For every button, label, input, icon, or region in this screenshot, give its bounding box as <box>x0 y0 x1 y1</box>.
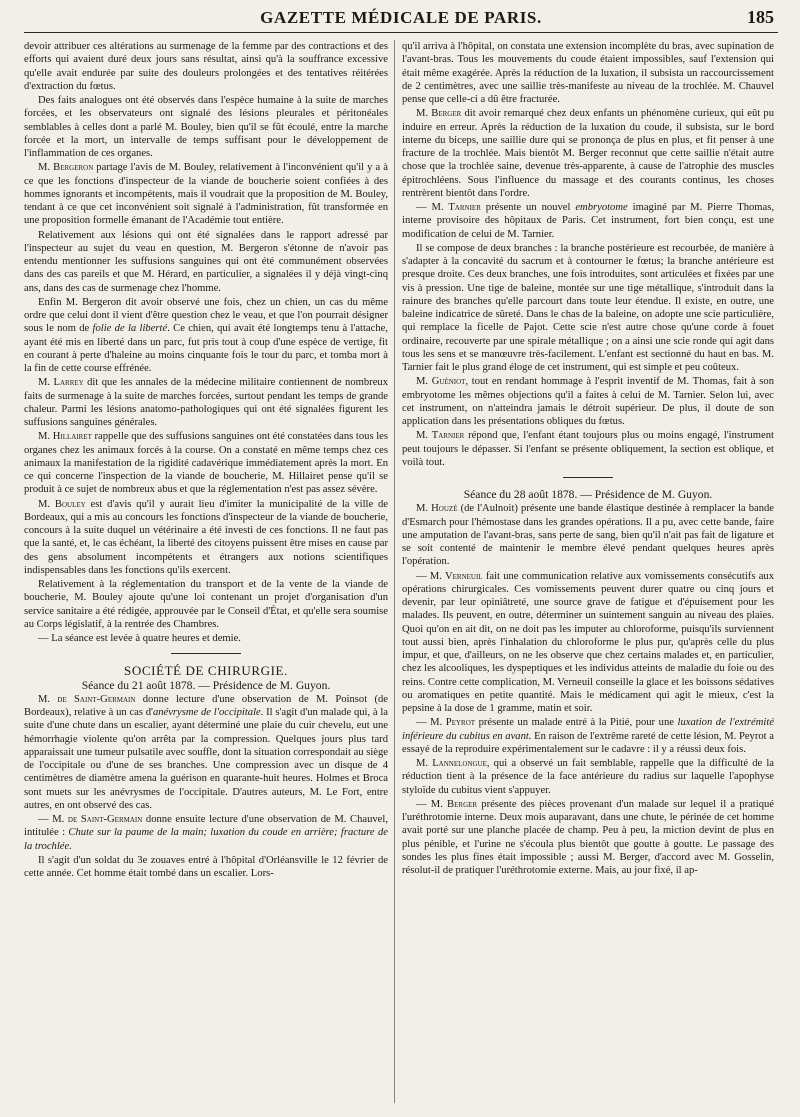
paragraph-text: est d'avis qu'il y aurait lieu d'imiter la municipalité de la ville de Bordeaux, qui a mis au concours les fonctions d'inspecteur de la viande de boucherie, concours à la suite duquel un vétérinaire a été investi de ces fonctions. Il ne faut pas que la santé, et, le cas échéant, la liberté des citoyens puissent être mises en cause par des gens absolument incompétents et étrangers aux notions scientifiques indispensables dans les fonctions qu'ils exercent. <box>24 498 388 576</box>
speaker-name: — M. Berger <box>416 798 478 810</box>
paragraph-text: présente un malade entré à la Pitié, pour une <box>475 717 678 729</box>
paragraph-text: Enfin M. Bergeron dit avoir observé une fois, chez un chien, un cas du même ordre que celui dont il vient d'être question chez le veau, et que l'on pourrait désigner sous le nom de <box>24 296 388 335</box>
paragraph <box>402 429 774 469</box>
paragraph: Il se compose de deux branches : la branche postérieure est recourbée, de manière à s'adapter à la concavité du sacrum et à contourner le fœtus; la branche antérieure est presque droite. Ces deux branches, une fois introduites, sont articulées et fixées par une vis à pression. Une tige de baleine, montée sur une tige métallique, s'introduit dans la rainure des branches qu'elle parcourt dans toute leur étendue. Il existe, en outre, une baleine indicatrice de sûreté. Dans le chas de la baleine, on adopte une scie particulière, qui remplace la ficelle de Pajot. Cette scie n'est autre chose qu'une corde à fouet ordinaire, recouverte par une spirale métallique ; on a ainsi une scie ronde qui agit dans tous les sens et se manœuvre très-facilement. L'enfant est sectionné du haut en bas. M. Tarnier fait le plus grand éloge de cet instrument, qui est simple et peu coûteux. <box>402 242 774 373</box>
session-heading: Séance du 28 août 1878. — Présidence de M. Guyon. <box>463 488 713 501</box>
paragraph: devoir attribuer ces altérations au surmenage de la femme par des contractions et des efforts qui avaient duré deux jours sans résultat, ainsi qu'à la souffrance excessive qu'elle avait endurée par suite des douleurs prolongées et des tentatives réitérées d'extraction du fœtus. <box>24 41 388 92</box>
paragraph: Relativement aux lésions qui ont été signalées dans le rapport adressé par l'inspecteur au sujet du veau en question, M. Bergeron s'étonne de n'avoir pas entendu mentionner les suffusions sanguines qui ont été communément observées dans des cas pareils et que M. Hérard, en particulier, a signalées il y déjà vingt-cinq ans, dans des cas de surmenage chez l'homme. <box>24 229 388 294</box>
paragraph-text: dit avoir remarqué chez deux enfants un phénomène curieux, qui eût pu induire en erreur. Après la réduction de la luxation du coude, il subsista, sur le bord interne du biceps, une saillie dure qui se prononça de plus en plus, et fit penser à une fracture de la trochlée. Mais bientôt M. Berger reconnut que cette saillie n'était autre chose que la trochlée saine, devenue très-apparente, à cause de l'atrophie des muscles épitrochléens. Sous l'influence du massage et des courants continus, les choses rentrèrent bientôt dans l'ordre. <box>402 108 774 199</box>
paragraph-text: . Il s'agit d'un malade qui, à la suite d'une chute dans un escalier, ayant déterminé une plaie du cuir chevelu, eut une hémorrhagie violente qu'on arrêta par la compression. Quelques jours plus tard apparaissait une tumeur pulsatile avec souffle, dont la situation correspondait au siège de l'occipitale ou d'une de ses branches. Une compression avec un disque de 4 centimètres de diamètre amena la guérison en quarante-huit heures. Holmes et Broca sont muets sur les anévrysmes de l'occipitale. D'autres auteurs, M. Le Fort, entre autres, en ont observé des cas. <box>24 707 388 811</box>
journal-title: GAZETTE MÉDICALE DE PARIS. <box>260 8 542 27</box>
paragraph <box>24 693 388 812</box>
speaker-name: M. Houzé <box>416 503 458 515</box>
paragraph-text: donne ensuite lecture d'une observation de M. Chauvel, intitulée : <box>24 814 388 839</box>
paragraph-text: , qui a observé un fait semblable, rappelle que la difficulté de la réduction tient à la présence de la face antérieure du radius sur laquelle l'apophyse styloïde du cubitus vient s'appuyer. <box>402 758 774 796</box>
italic-term: embryotome <box>575 202 628 213</box>
italic-title: Chute sur la paume de la main; luxation du coude en arrière; fracture de la trochlée. <box>24 827 388 852</box>
paragraph-text: rappelle que des suffusions sanguines ont été constatées dans tous les organes chez les animaux forcés à la course. On a constaté en même temps chez ces animaux la manifestation de la rigidité cadavérique immédiatement après la mort. En ce qui concerne l'inspection de la viande de boucherie, M. Hillairet pense qu'il se produit à ce sujet de nombreux abus et que la réglementation n'est pas assez sévère. <box>24 431 388 496</box>
paragraph <box>402 502 774 568</box>
paragraph-text: partage l'avis de M. Bouley, relativement à l'inconvénient qu'il y a à ce que les fonctions d'inspecteur de la viande de boucherie soient confiées à des hommes ignorants et incompétents, mais il voudrait que la proposition de M. Bouley, tendant à ce que cet inconvénient soit signalé à l'administration, fût transformée en une proposition formelle émanant de l'Académie tout entière. <box>24 162 388 227</box>
paragraph-text: . Ce chien, qui avait été longtemps tenu à l'attache, ayant été mis en liberté dans un parc, fut pris tout à coup d'une espèce de vertige, fit en courant à perte d'haleine au moins cinquante fois le tour du parc, et tomba mort à la fin de cette course effrénée. <box>24 323 388 374</box>
paragraph-text: En raison de l'extrême rareté de cette lésion, M. Peyrot a essayé de la reproduire expérimentalement sur le cadavre : il y a réussi deux fois. <box>402 730 774 755</box>
speaker-name: M. Hillairet <box>38 431 92 443</box>
paragraph <box>402 798 774 878</box>
paragraph-text: fait une communication relative aux vomissements consécutifs aux opérations chirurgicales. Ces vomissements peuvent durer quatre ou cinq jours et devenir, par leur opiniâtreté, une source grave de fatigue et d'épuisement pour les malades. Ils peuvent, en outre, déterminer un suintement sanguin au niveau des plaies. Quoi qu'on en ait dit, on ne doit pas les imputer au chloroforme, puisqu'ils surviennent tout aussi bien, après l'inhalation du chloroforme le plus pur, qu'après celle du plus impur, et que, d'ailleurs, on ne les observe que chez certains malades et, en particulier, chez les alcooliques, les dyspeptiques et les individus atteints de maladie du foie ou des reins. Contre cette complication, M. Verneuil conseille la glace et les boissons sédatives ou aromatiques en petite quantité. Mais le médicament qui agit le mieux, c'est la pepsine à la dose de 1 gramme, matin et soir. <box>402 570 774 714</box>
paragraph <box>24 813 388 853</box>
speaker-name: M. Berger <box>416 108 462 120</box>
paragraph <box>402 375 774 428</box>
paragraph-text: donne lecture d'une observation de M. Poinsot (de Bordeaux), relative à un cas d' <box>24 693 388 718</box>
speaker-name: — M. Tarnier <box>416 202 481 213</box>
paragraph <box>24 161 388 227</box>
paragraph: qu'il arriva à l'hôpital, on constata une extension incomplète du bras, avec supination de l'avant-bras. Tous les mouvements du coude étaient impossibles, sauf l'extension qui était même exagérée. Après la réduction de la luxation, il subsista un raccourcissement de 2 centimètres, avec une saillie très-manifeste au niveau de la trochlée. M. Chauvel pense que celle-ci a dû être fracturée. <box>402 41 774 105</box>
section-title: SOCIÉTÉ DE CHIRURGIE. <box>124 663 288 679</box>
section-divider <box>171 653 241 654</box>
paragraph-text: (de l'Aulnoit) présente une bande élastique destinée à remplacer la bande d'Esmarch pour l'hémostase dans les grandes opérations. Il a pu, avec cette bande, faire une amputation de l'avant-bras, sans perte de sang, bien qu'il n'ait pas fait de ligature et se soit contenté de maintenir le membre élevé pendant quelques heures après l'opération. <box>402 503 774 568</box>
speaker-name: M. Tarnier <box>416 430 465 442</box>
speaker-name: — M. Verneuil <box>416 570 483 582</box>
paragraph <box>402 716 774 756</box>
paragraph <box>402 201 774 241</box>
paragraph: Relativement à la réglementation du transport et de la vente de la viande de boucherie, M. Bouley ajoute qu'une loi contenant un projet d'organisation d'un service sanitaire a été rédigée, approuvée par le Conseil d'État, et qu'elle sera soumise au Corps législatif, à la rentrée des Chambres. <box>24 579 388 630</box>
session-heading: Séance du 21 août 1878. — Présidence de M. Guyon. <box>81 678 331 692</box>
paragraph <box>24 430 388 496</box>
paragraph <box>402 757 774 797</box>
left-column <box>24 40 388 1105</box>
paragraph-text: , tout en rendant hommage à l'esprit inventif de M. Thomas, fait à son embryotome les mêmes objections qu'il a faites à celui de M. Tarnier. Selon lui, avec cet instrument, on n'atteindra jamais le détroit supérieur. De plus, il doute de son application dans les présentations obliques du fœtus. <box>402 376 774 427</box>
paragraph-text: répond que, l'enfant étant toujours plus ou moins engagé, l'instrument peut toujours le dépasser. Si l'enfant se présente obliquement, la section est oblique, et voilà tout. <box>402 430 774 468</box>
speaker-name: M. Bergeron <box>38 162 94 174</box>
section-divider <box>563 477 613 478</box>
italic-term: luxation de l'extrémité inférieure du cubitus en avant. <box>402 717 774 742</box>
paragraph-text: dit que les annales de la médecine militaire contiennent de nombreux faits de surmenage à la suite de marches forcées, surtout pendant les temps de grande chaleur. Parmi les lésions anatomo-pathologiques qui ont été signalées figurent les suffusions sanguines générales. <box>24 377 388 428</box>
closing-line: — La séance est levée à quatre heures et demie. <box>38 633 241 644</box>
paragraph <box>402 570 774 716</box>
speaker-name: M. Larrey <box>38 377 84 389</box>
right-column <box>402 40 774 1105</box>
speaker-name: — M. Peyrot <box>416 717 476 729</box>
speaker-name: M. Bouley <box>38 498 86 510</box>
paragraph-text: présente des pièces provenant d'un malade sur lequel il a pratiqué l'uréthrotomie interne. Deux mois auparavant, dans une chute, le périnée de cet homme avait porté sur une planche placée de champ. Peu à peu, la miction devint de plus en plus pénible, et l'urine ne s'écoula plus bientôt que goutte à goutte. Le passage des sondes les plus fines était impossible ; aussi M. Berger, d'accord avec M. Gosselin, résolut-il de pratiquer l'uréthrotomie externe. Mais, au jour fixé, il ap- <box>402 798 774 876</box>
paragraph: Des faits analogues ont été observés dans l'espèce humaine à la suite de marches forcées, et les observateurs ont signalé des lésions pleurales et péritonéales semblables à celles dont a parlé M. Bouley, bien qu'il se fût écoulé, entre la marche forcée et la mort, un intervalle de temps suffisant pour le développement de l'inflammation de ces organes. <box>24 95 388 159</box>
paragraph <box>24 498 388 578</box>
page-header <box>24 6 778 33</box>
italic-term: folie de la liberté <box>92 323 168 335</box>
paragraph <box>24 376 388 429</box>
speaker-name: — M. de Saint-Germain <box>38 814 143 825</box>
speaker-name: M. Guéniot <box>416 376 466 388</box>
paragraph-text: présente un nouvel <box>480 202 576 213</box>
italic-term: anévrysme de l'occipitale <box>152 707 261 718</box>
paragraph-text: imaginé par M. Pierre Thomas, interne provisoire des hôpitaux de Paris. Cet instrument, fort bien conçu, est une modification de celui de M. Tarnier. <box>402 202 774 240</box>
speaker-name: M. de Saint-Germain <box>38 693 136 705</box>
paragraph <box>402 107 774 200</box>
paragraph <box>24 296 388 376</box>
speaker-name: M. Lannelongue <box>416 758 487 769</box>
paragraph: Il s'agit d'un soldat du 3e zouaves entré à l'hôpital d'Orléansville le 12 février de cette année. Cet homme était tombé dans un escalier. Lors- <box>24 854 388 879</box>
page-number: 185 <box>747 7 774 27</box>
column-divider <box>394 40 395 1103</box>
